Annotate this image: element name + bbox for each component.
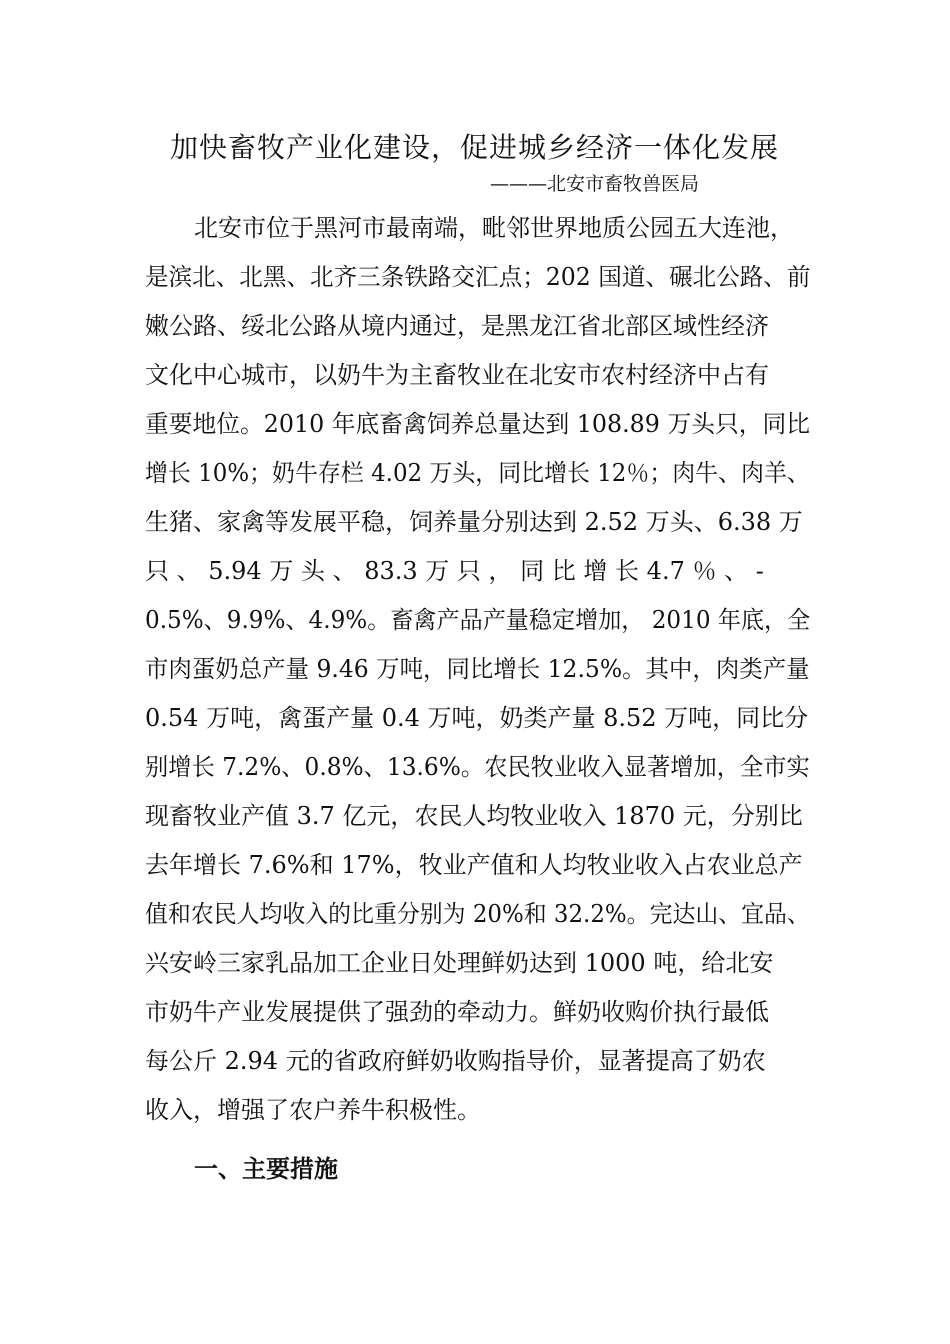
- paragraph-line: 是滨北、北黑、北齐三条铁路交汇点；202 国道、碾北公路、前: [145, 263, 811, 291]
- paragraph-line: 只 、 5.94 万 头 、 83.3 万 只 ， 同 比 增 长 4.7 ％ 、 -: [145, 557, 764, 585]
- paragraph-line: 收入，增强了农户养牛积极性。: [145, 1096, 481, 1124]
- paragraph-line: 兴安岭三家乳品加工企业日处理鲜奶达到 1000 吨，给北安: [145, 949, 774, 977]
- paragraph-line: 每公斤 2.94 元的省政府鲜奶收购指导价，显著提高了奶农: [145, 1047, 766, 1075]
- paragraph-line: 市奶牛产业发展提供了强劲的牵动力。鲜奶收购价执行最低: [145, 998, 769, 1026]
- paragraph-line: 嫩公路、绥北公路从境内通过，是黑龙江省北部区域性经济: [145, 312, 769, 340]
- paragraph-line: 值和农民人均收入的比重分别为 20%和 32.2%。完达山、宜品、: [145, 900, 810, 928]
- paragraph-line: 生猪、家禽等发展平稳，饲养量分别达到 2.52 万头、6.38 万: [145, 508, 803, 536]
- paragraph-line: 0.54 万吨，禽蛋产量 0.4 万吨，奶类产量 8.52 万吨，同比分: [145, 704, 809, 732]
- paragraph-line: 去年增长 7.6%和 17%，牧业产值和人均牧业收入占农业总产: [145, 851, 803, 879]
- paragraph-line: 现畜牧业产值 3.7 亿元，农民人均牧业收入 1870 元，分别比: [145, 802, 803, 830]
- paragraph-line: 别增长 7.2%、0.8%、13.6%。农民牧业收入显著增加，全市实: [145, 753, 810, 781]
- paragraph-line: 文化中心城市，以奶牛为主畜牧业在北安市农村经济中占有: [145, 361, 769, 389]
- paragraph-line: 北安市位于黑河市最南端，毗邻世界地质公园五大连池，: [194, 214, 794, 242]
- document-author-line: ———北安市畜牧兽医局: [490, 173, 700, 195]
- paragraph-line: 0.5%、9.9%、4.9%。畜禽产品产量稳定增加， 2010 年底，全: [145, 606, 811, 634]
- paragraph-line: 增长 10%；奶牛存栏 4.02 万头，同比增长 12％；肉牛、肉羊、: [145, 459, 810, 487]
- section-heading: 一、主要措施: [194, 1155, 338, 1183]
- document-title: 加快畜牧产业化建设，促进城乡经济一体化发展: [170, 131, 780, 164]
- paragraph-line: 市肉蛋奶总产量 9.46 万吨，同比增长 12.5%。其中，肉类产量: [145, 655, 810, 683]
- paragraph-line: 重要地位。2010 年底畜禽饲养总量达到 108.89 万头只，同比: [145, 410, 810, 438]
